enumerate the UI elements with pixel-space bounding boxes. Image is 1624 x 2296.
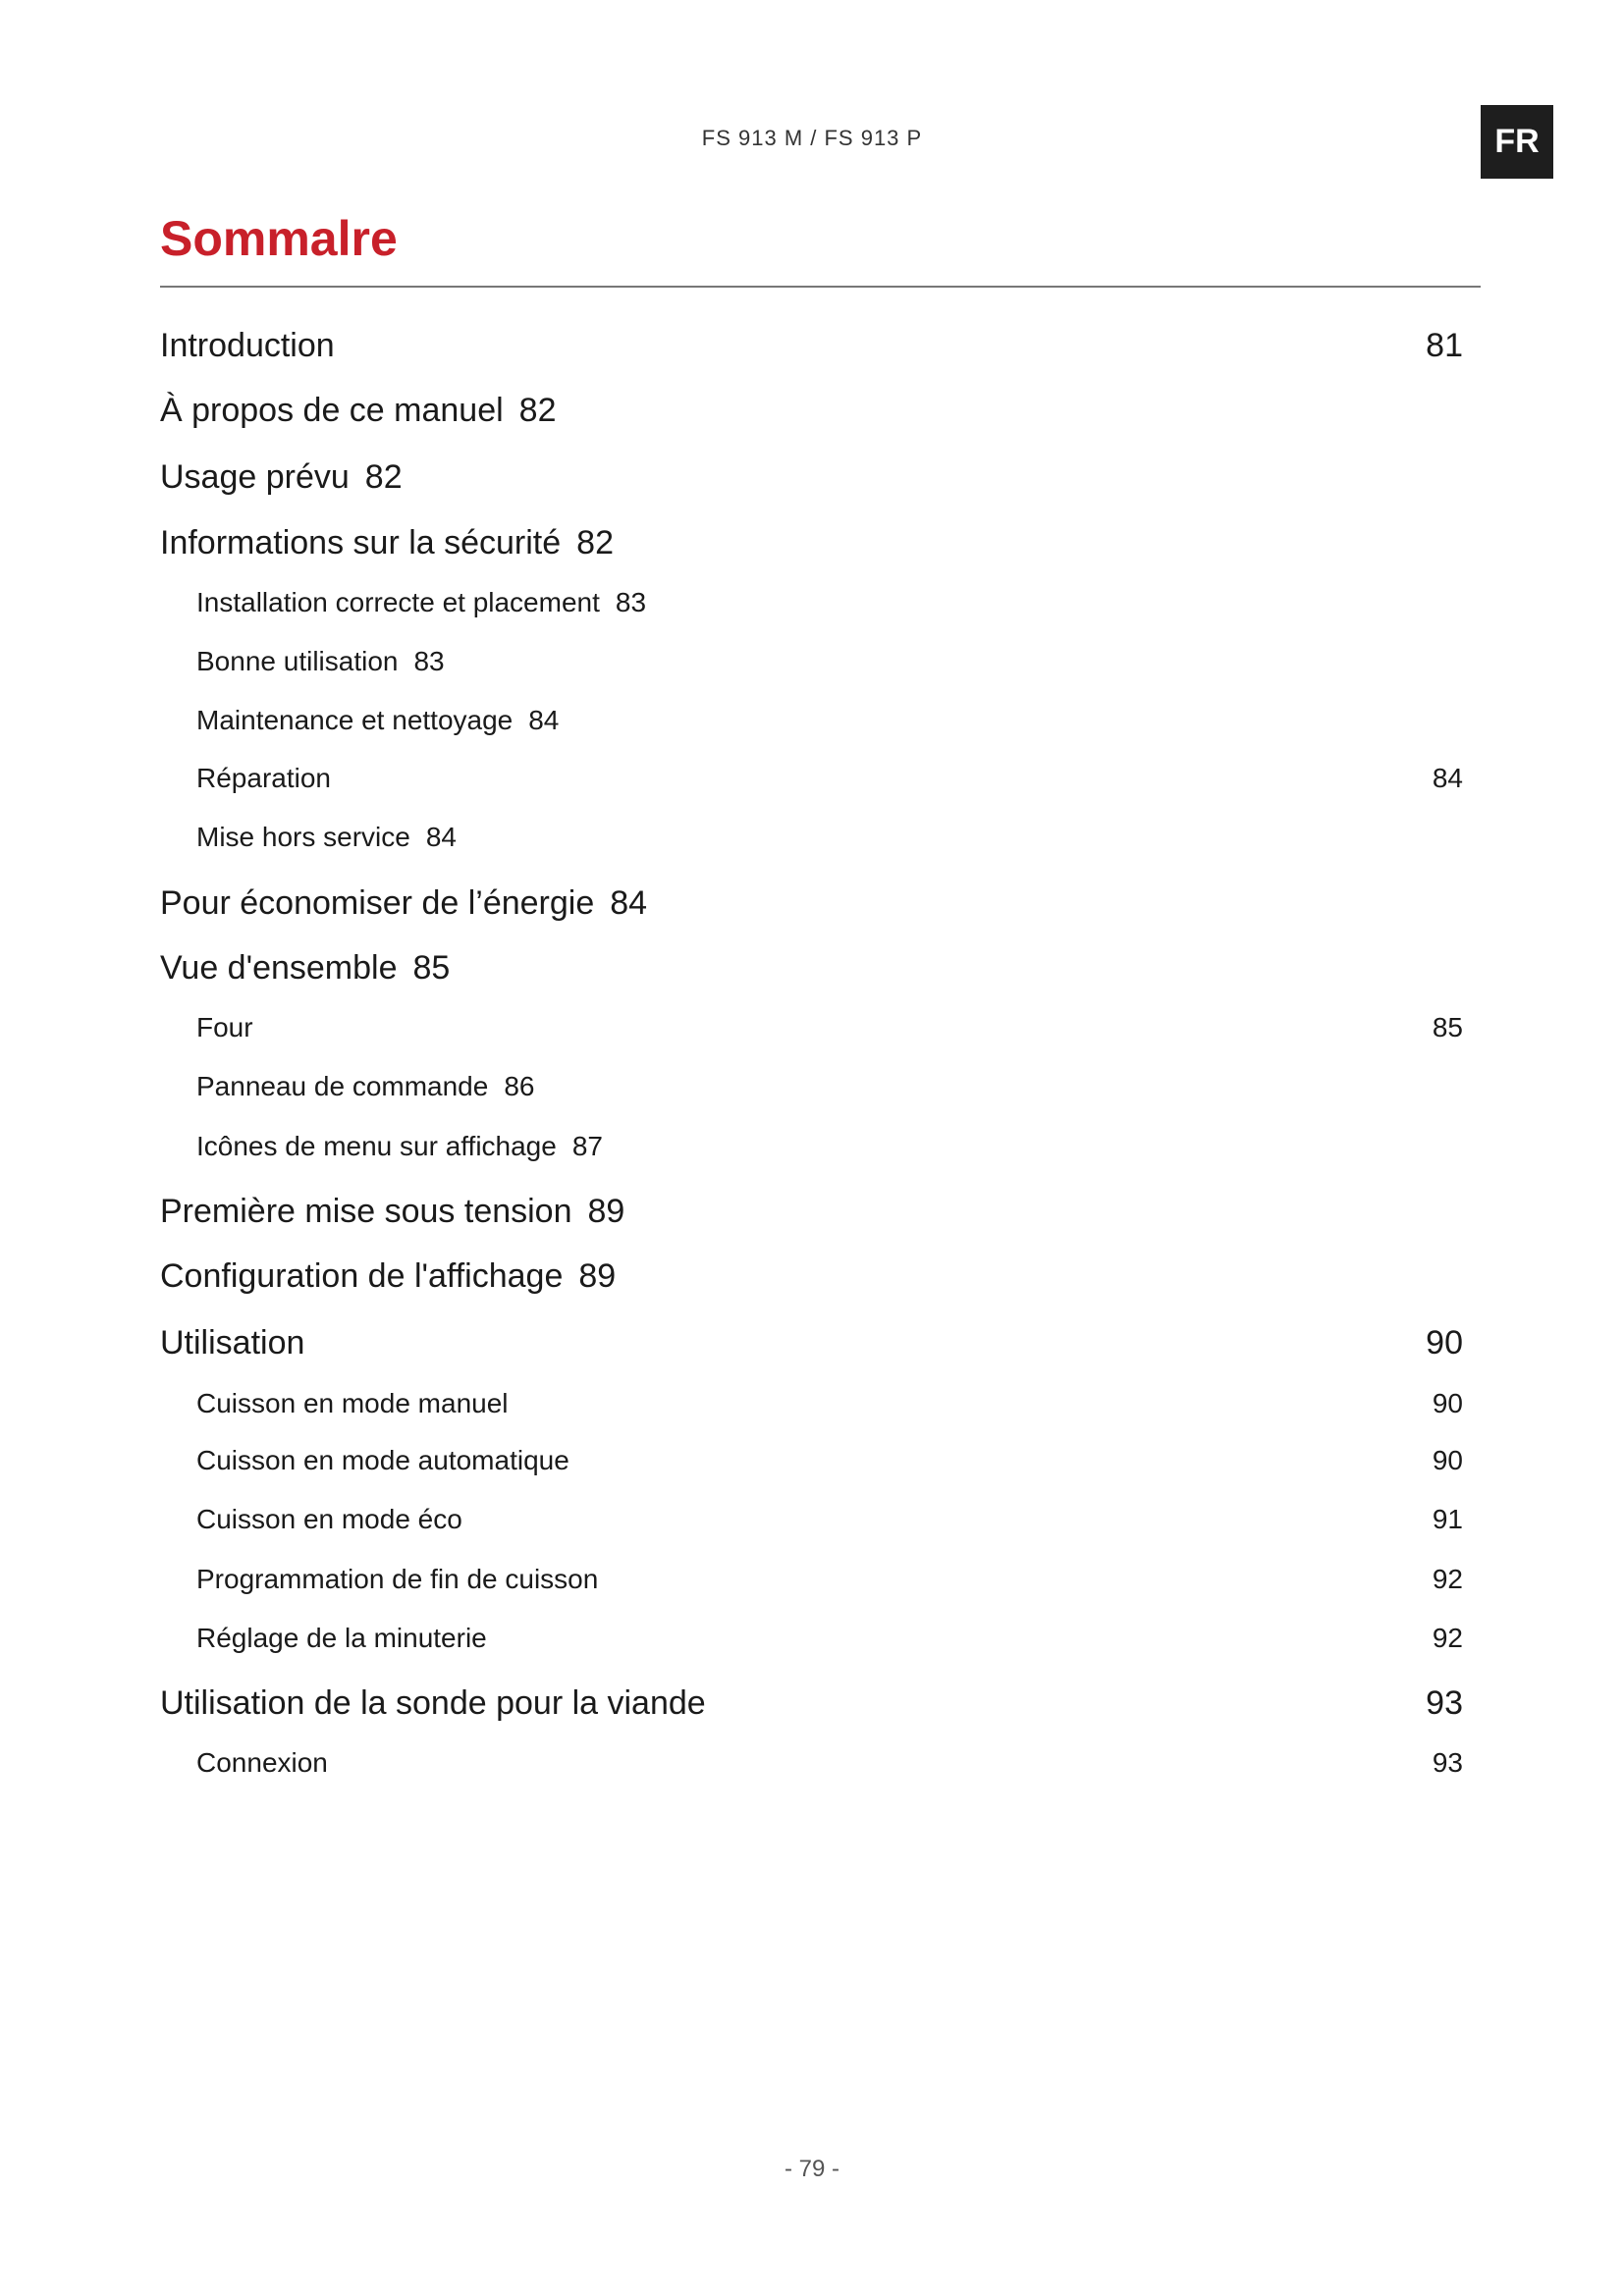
toc-entry-label: Vue d'ensemble <box>160 949 398 987</box>
toc-entry-page: 89 <box>578 1257 617 1295</box>
toc-entry-page: 87 <box>571 1131 603 1161</box>
toc-entry-label: Maintenance et nettoyage <box>196 705 514 735</box>
toc-entry-page: 92 <box>1432 1623 1463 1653</box>
toc-entry-page: 93 <box>1426 1684 1463 1722</box>
toc-entry-label: Introduction <box>160 327 335 364</box>
toc-entry-label: Panneau de commande <box>196 1071 489 1101</box>
toc-entry-page: 92 <box>1432 1564 1463 1594</box>
toc-entry-page: 84 <box>1432 763 1463 793</box>
toc-entry-label: Utilisation <box>160 1324 305 1362</box>
toc-entry-label: Installation correcte et placement <box>196 587 600 617</box>
toc-entry-page: 93 <box>1432 1747 1463 1778</box>
toc-entry-label: Réglage de la minuterie <box>196 1623 487 1653</box>
toc-entry-label: Programmation de fin de cuisson <box>196 1564 599 1594</box>
toc-entry-page: 82 <box>364 458 403 496</box>
toc-entry-page: 85 <box>1432 1012 1463 1042</box>
toc-entry-page: 81 <box>1426 327 1463 364</box>
toc-entry-page: 90 <box>1432 1445 1463 1475</box>
toc-entry-page: 82 <box>576 524 614 561</box>
toc-entry-label: Informations sur la sécurité <box>160 524 562 561</box>
toc-entry-label: Utilisation de la sonde pour la viande <box>160 1684 706 1722</box>
toc-entry-page: 86 <box>504 1071 535 1101</box>
header-model: FS 913 M / FS 913 P <box>701 126 923 150</box>
toc-entry-label: Configuration de l'affichage <box>160 1257 564 1295</box>
toc-entry-page: 84 <box>425 822 457 852</box>
toc-entry-page: 90 <box>1432 1388 1463 1418</box>
toc-entry-page: 84 <box>610 884 648 922</box>
toc-entry-label: Usage prévu <box>160 458 350 496</box>
toc-entry-label: Cuisson en mode éco <box>196 1504 462 1534</box>
toc-entry-label: Mise hors service <box>196 822 410 852</box>
toc-entry-page: 83 <box>413 646 445 676</box>
toc-entry-label: Bonne utilisation <box>196 646 399 676</box>
toc-entry-label: Cuisson en mode manuel <box>196 1388 509 1418</box>
toc-entry-page: 91 <box>1432 1504 1463 1534</box>
page-number: - 79 - <box>784 2156 839 2182</box>
toc-entry-label: Réparation <box>196 763 331 793</box>
toc-entry-label: Première mise sous tension <box>160 1193 572 1230</box>
toc-entry-page: 82 <box>518 392 557 429</box>
toc-entry-page: 84 <box>528 705 560 735</box>
toc-entry-label: Pour économiser de l’énergie <box>160 884 595 922</box>
page-title: Sommalre <box>160 211 398 266</box>
toc-entry-label: Connexion <box>196 1747 328 1778</box>
toc-entry-label: Cuisson en mode automatique <box>196 1445 569 1475</box>
language-badge: FR <box>1481 105 1553 179</box>
toc-entry-page: 83 <box>615 587 647 617</box>
toc-entry-page: 89 <box>587 1193 625 1230</box>
toc-entry-page: 85 <box>412 949 451 987</box>
toc-entry-label: Four <box>196 1012 253 1042</box>
toc-entry-label: À propos de ce manuel <box>160 392 504 429</box>
toc-entry-label: Icônes de menu sur affichage <box>196 1131 557 1161</box>
toc-entry-page: 90 <box>1426 1324 1463 1362</box>
